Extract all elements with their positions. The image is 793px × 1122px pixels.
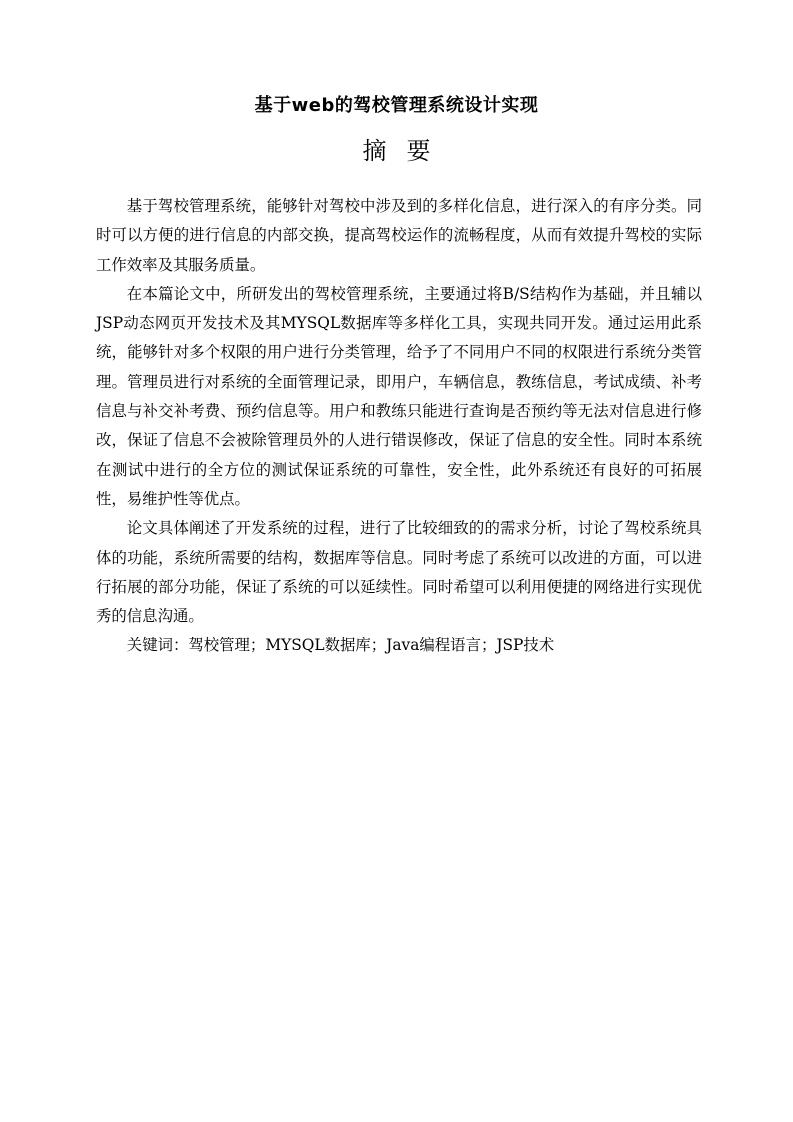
abstract-paragraph-1: 基于驾校管理系统，能够针对驾校中涉及到的多样化信息，进行深入的有序分类。同时可以方便的进行信息的内部交换，提高驾校运作的流畅程度，从而有效提升驾校的实际工作效率及其服务质量。 xyxy=(96,197,702,274)
keywords-line: 关键词：驾校管理；MYSQL数据库；Java编程语言；JSP技术 xyxy=(126,636,555,655)
document-title: 基于web的驾校管理系统设计实现 xyxy=(254,95,539,116)
abstract-paragraph-2: 在本篇论文中，所研发出的驾校管理系统，主要通过将B/S结构作为基础，并且辅以JSP动态网页开发技术及其MYSQL数据库等多样化工具，实现共同开发。通过运用此系统，能够针对多个权限的用户进行分类管理，给予了不同用户不同的权限进行系统分类管理。管理员进行对系统的全面管理记录，即用户，车辆信息，教练信息，考试成绩、补考信息与补交补考费、预约信息等。用户和教练只能进行查询是否预约等无法对信息进行修改，保证了信息不会被除管理员外的人进行错误修改，保证了信息的安全性。同时本系统在测试中进行的全方位的测试保证系统的可靠性，安全性，此外系统还有良好的可拓展性，易维护性等优点。 xyxy=(96,284,702,508)
abstract-paragraph-3: 论文具体阐述了开发系统的过程，进行了比较细致的的需求分析，讨论了驾校系统具体的功能，系统所需要的结构，数据库等信息。同时考虑了系统可以改进的方面，可以进行拓展的部分功能，保证了系统的可以延续性。同时希望可以利用便捷的网络进行实现优秀的信息沟通。 xyxy=(96,519,702,626)
abstract-body xyxy=(96,192,702,661)
abstract-heading: 摘要 xyxy=(362,137,451,165)
